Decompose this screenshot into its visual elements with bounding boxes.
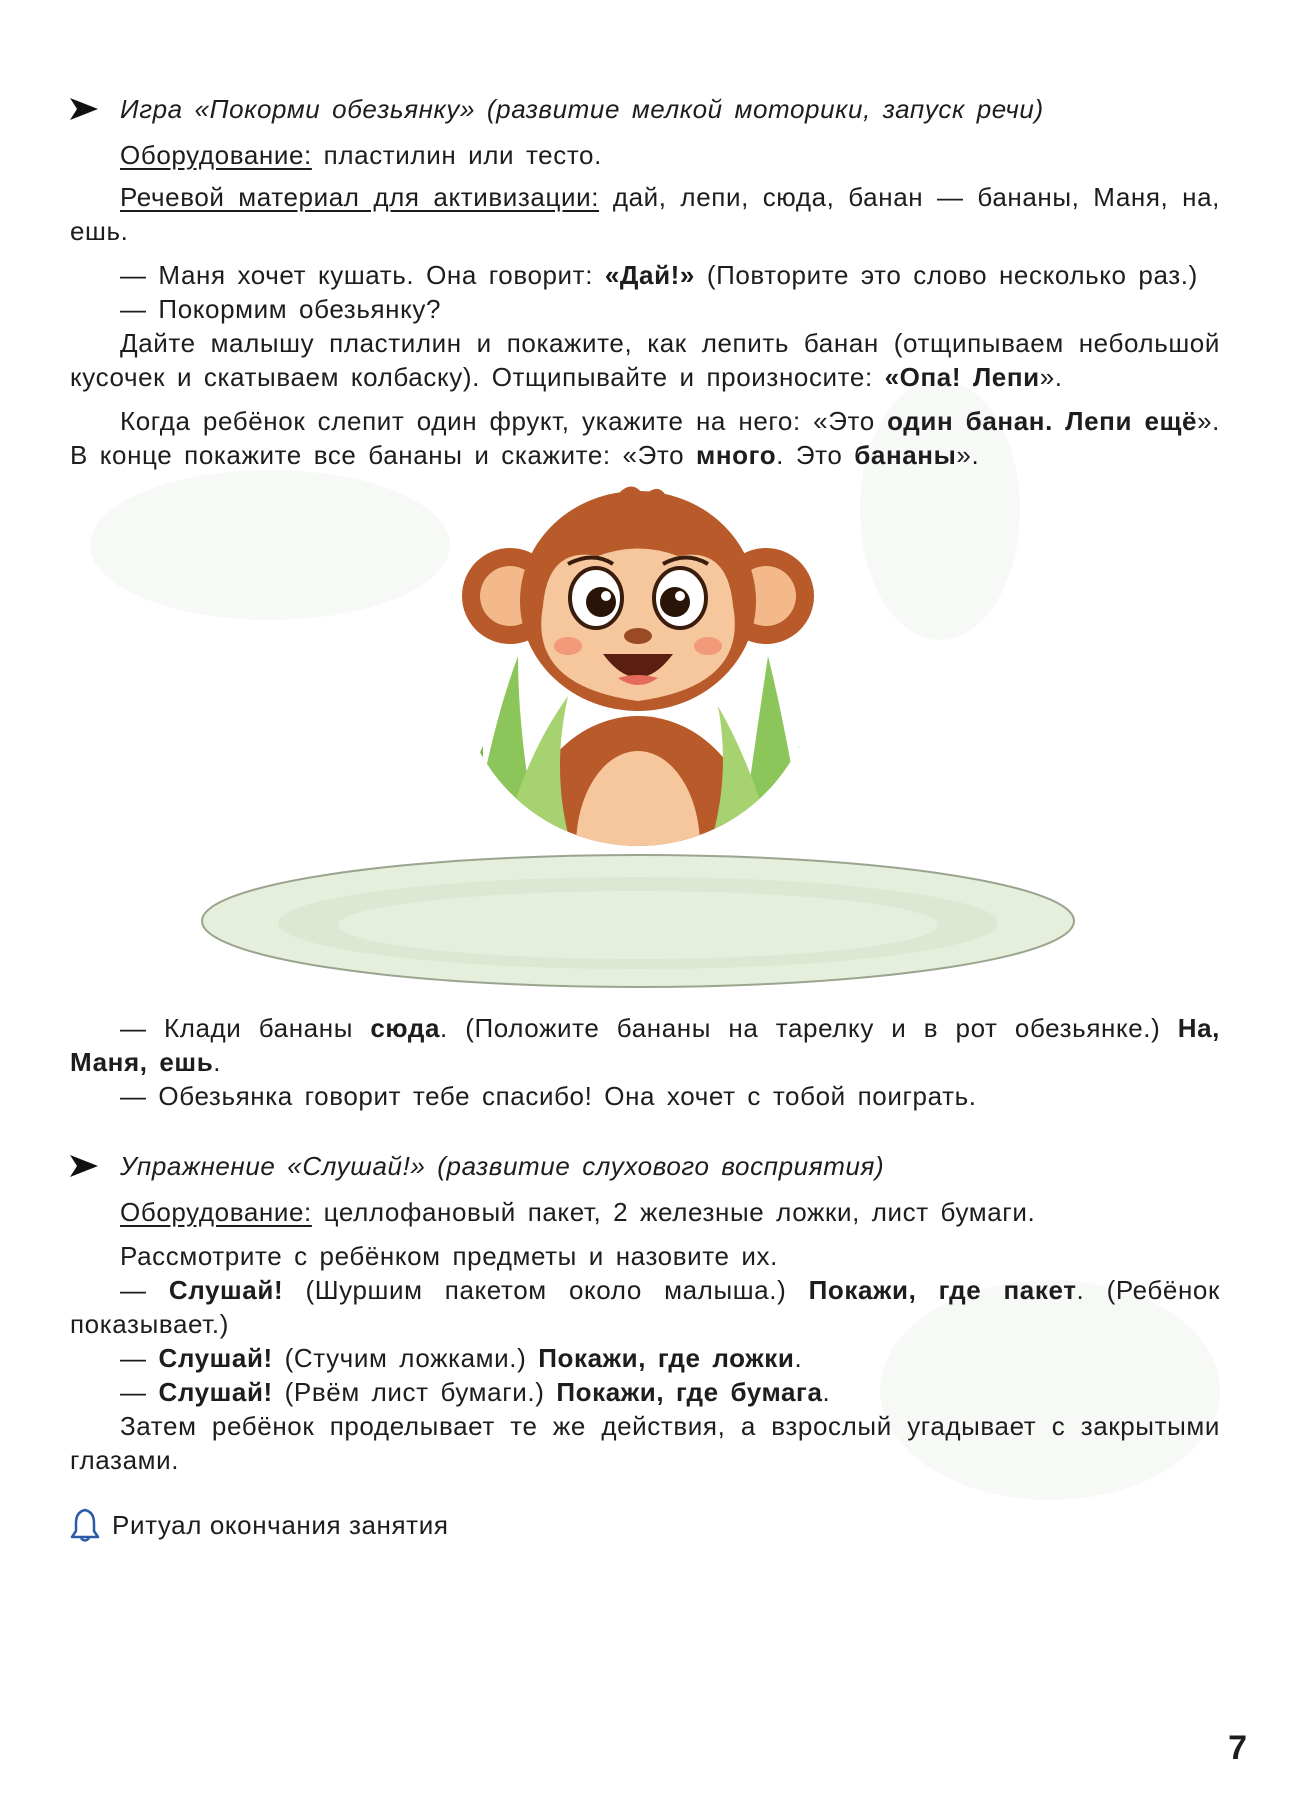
equipment-line — [70, 1195, 1220, 1229]
ritual-text: Ритуал окончания занятия — [112, 1510, 449, 1540]
bold-span: Слушай! — [168, 1275, 284, 1305]
text-span: . — [794, 1343, 803, 1373]
monkey-in-grass-image — [448, 486, 828, 866]
equipment-line — [70, 138, 1220, 172]
bold-span: Покажи, где бумага — [556, 1377, 823, 1407]
equipment-text: пластилин или тесто. — [311, 140, 602, 170]
section-heading-text: Игра «Покорми обезьянку» (развитие мелкой моторики, запуск речи) — [120, 94, 1044, 124]
paragraph-plasticine — [70, 326, 1220, 394]
bold-span: Покажи, где пакет — [808, 1275, 1077, 1305]
paragraph-thanks: — Обезьянка говорит тебе спасибо! Она хочет с тобой поиграть. — [120, 1081, 977, 1111]
equipment-label: Оборудование: — [120, 140, 312, 170]
speech-material-line — [70, 180, 1220, 248]
paragraph-review-items: Рассмотрите с ребёнком предметы и назовите их. — [120, 1241, 778, 1271]
text-span: (Рвём лист бумаги.) — [272, 1377, 557, 1407]
bell-icon — [70, 1507, 100, 1543]
arrow-bullet-icon — [70, 98, 98, 120]
paragraph-one-banana — [70, 404, 1220, 472]
text-span: — Клади бананы — [120, 1013, 371, 1043]
ritual-line — [70, 1507, 1220, 1543]
speech-material-label: Речевой материал для активизации: — [120, 182, 600, 212]
paragraph-listen-bag — [70, 1273, 1220, 1341]
paragraph-then-child: Затем ребёнок проделывает те же действия, а взрослый угадывает с закрытыми глазами. — [70, 1411, 1220, 1475]
equipment-label: Оборудование: — [120, 1197, 312, 1227]
speech-material-text: дай, лепи, сюда, банан — бананы, Маня, на, ешь. — [70, 182, 1220, 246]
bold-span: много — [695, 440, 777, 470]
text-span: (Шуршим пакетом около малыша.) — [283, 1275, 809, 1305]
bold-span: бананы — [854, 440, 957, 470]
arrow-bullet-icon — [70, 1155, 98, 1177]
bold-span: «Опа! Лепи — [884, 362, 1040, 392]
text-span: — — [120, 1377, 159, 1407]
text-span: — Маня хочет кушать. Она говорит: — [120, 260, 605, 290]
plate-image — [198, 851, 1078, 991]
text-span: Дайте малышу пластилин и покажите, как лепить банан (отщипываем небольшой кусочек и скатываем колбаску). Отщипывайте и произносите: — [70, 328, 1220, 392]
section-heading-text: Упражнение «Слушай!» (развитие слухового восприятия) — [120, 1151, 885, 1181]
bold-span: «Дай!» — [604, 260, 695, 290]
paragraph-listen-paper — [70, 1375, 1220, 1409]
text-span: (Повторите это слово несколько раз.) — [695, 260, 1198, 290]
text-span: Когда ребёнок слепит один фрукт, укажите на него: «Это — [120, 406, 888, 436]
text-span: . (Положите бананы на тарелку и в рот обезьянке.) — [440, 1013, 1178, 1043]
section-heading-listen — [70, 1149, 1220, 1183]
bold-span: Слушай! — [158, 1377, 273, 1407]
bold-span: На, Маня, ешь — [70, 1013, 1220, 1077]
text-span: ». — [1039, 362, 1063, 392]
page-number: 7 — [1228, 1729, 1247, 1767]
bold-span: один банан. Лепи ещё — [887, 406, 1198, 436]
equipment-text: целлофановый пакет, 2 железные ложки, лист бумаги. — [311, 1197, 1036, 1227]
monkey-illustration — [70, 486, 1220, 1001]
text-span: ». В конце покажите все бананы и скажите: «Это — [70, 406, 1220, 470]
text-span: . (Ребёнок показывает.) — [70, 1275, 1220, 1339]
paragraph-listen-spoons — [70, 1341, 1220, 1375]
bold-span: Слушай! — [158, 1343, 273, 1373]
paragraph-dai — [70, 258, 1220, 292]
text-span: — — [120, 1275, 169, 1305]
paragraph-put-bananas — [70, 1011, 1220, 1079]
text-span: . — [213, 1047, 222, 1077]
section-heading-game — [70, 92, 1220, 126]
bold-span: Покажи, где ложки — [538, 1343, 795, 1373]
text-span: . Это — [776, 440, 855, 470]
text-span: . — [822, 1377, 831, 1407]
bold-span: сюда — [370, 1013, 441, 1043]
page-content — [70, 92, 1220, 1543]
paragraph-feed-question: — Покормим обезьянку? — [120, 294, 442, 324]
text-span: ». — [956, 440, 980, 470]
text-span: — — [120, 1343, 159, 1373]
text-span: (Стучим ложками.) — [272, 1343, 539, 1373]
